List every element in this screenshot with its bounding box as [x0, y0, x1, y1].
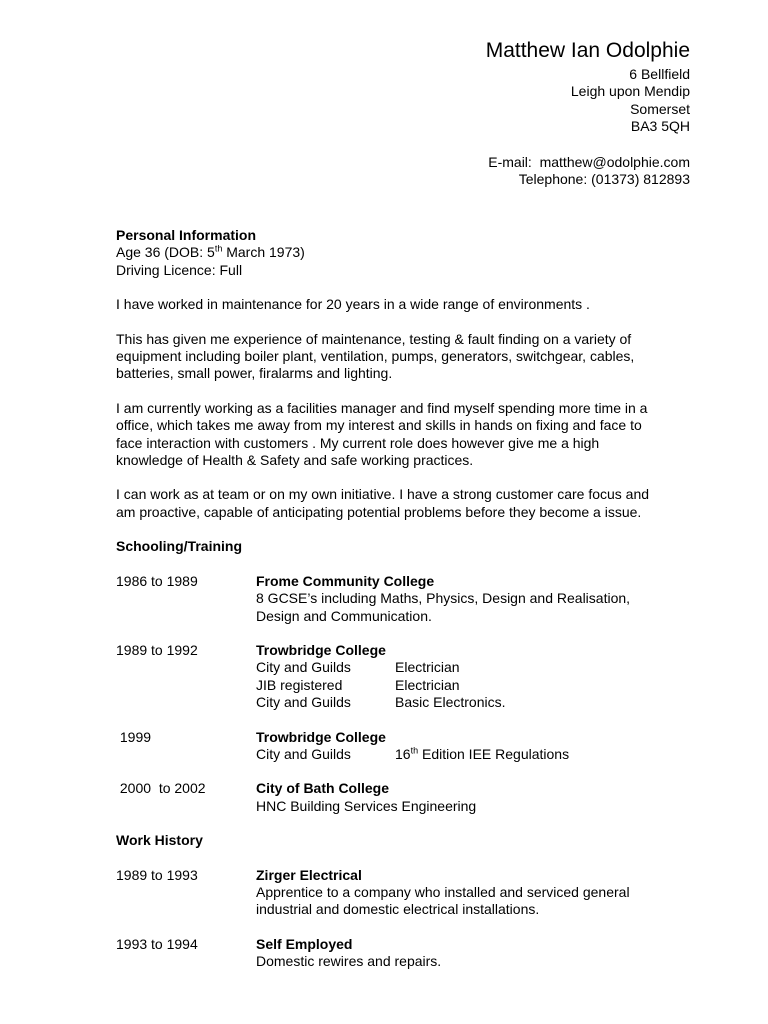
entry-date: 1986 to 1989: [116, 572, 198, 589]
phone-row: [486, 171, 690, 188]
age-line: [116, 244, 656, 261]
edition-text: Edition IEE Regulations: [418, 745, 570, 762]
schooling-entry: [116, 780, 656, 815]
licence-line: Driving Licence: Full: [116, 261, 243, 278]
qualification-name: Electrician: [395, 659, 460, 676]
entry-description: 8 GCSE’s including Maths, Physics, Design and Realisation, Design and Communication.: [256, 590, 631, 624]
address-line-3: Somerset: [630, 100, 690, 117]
phone-label: Telephone:: [518, 171, 588, 188]
institution-name: Frome Community College: [256, 572, 435, 589]
work-history-title: Work History: [116, 832, 203, 849]
address-line-1: 6 Bellfield: [629, 66, 690, 82]
summary-paragraph-3: I am currently working as a facilities manager and find myself spending more time in a office, which takes me away from my interest and skills in hands on fixing and face to face interaction with customers . My current role does however give me a high knowledge of Health & Safety and safe working practices.: [116, 399, 648, 469]
email-address: matthew@odolphie.com: [539, 153, 690, 170]
phone-number: (01373) 812893: [591, 171, 690, 188]
work-entry: [116, 867, 656, 919]
email-row: [486, 154, 690, 171]
address-postcode: BA3 5QH: [630, 118, 690, 135]
schooling-entry: [116, 642, 656, 712]
summary-paragraph-4: I can work as at team or on my own initiative. I have a strong customer care focus and am proactive, capable of anticipating potential problems before they become a issue.: [116, 486, 650, 520]
personal-info-title: Personal Information: [116, 227, 257, 243]
qualification-body: JIB registered: [256, 676, 343, 693]
summary-paragraph-1: I have worked in maintenance for 20 years in a wide range of environments .: [116, 296, 590, 313]
candidate-name: Matthew Ian Odolphie: [485, 39, 690, 62]
edition-suffix: th: [410, 745, 419, 756]
summary-paragraph-2: This has given me experience of maintenance, testing & fault finding on a variety of equipment including boiler plant, ventilation, pumps, generators, switchgear, cables, batteries, small power, firalarms and lighting.: [116, 330, 635, 382]
qualification-body: City and Guilds: [256, 694, 351, 711]
email-label: E-mail:: [488, 153, 532, 170]
institution-name: Trowbridge College: [256, 641, 386, 658]
employer-name: Zirger Electrical: [256, 866, 362, 883]
schooling-entry: [116, 573, 656, 625]
qualification-row: [256, 677, 656, 694]
qualification-row: [256, 746, 656, 763]
qualification-body: City and Guilds: [256, 659, 351, 676]
institution-name: City of Bath College: [256, 780, 390, 797]
age-text-post: March 1973): [222, 244, 305, 261]
entry-date: 1999: [116, 728, 152, 745]
employer-name: Self Employed: [256, 935, 353, 952]
schooling-entry: [116, 729, 656, 764]
institution-name: Trowbridge College: [256, 728, 386, 745]
qualification-body: City and Guilds: [256, 745, 351, 762]
contact-block: [486, 154, 690, 189]
edition-number: 16: [395, 745, 411, 762]
entry-date: 1989 to 1992: [116, 641, 198, 658]
address-line-2: Leigh upon Mendip: [570, 83, 690, 100]
work-entry: [116, 936, 656, 971]
qualification-name: Basic Electronics.: [395, 694, 506, 711]
qualification-row: [256, 659, 656, 676]
entry-description: Apprentice to a company who installed and serviced general industrial and domestic electrical installations.: [256, 883, 630, 918]
cv-body: [116, 227, 656, 971]
age-suffix: th: [214, 243, 223, 254]
entry-date: 2000 to 2002: [116, 780, 206, 797]
schooling-title: Schooling/Training: [116, 538, 242, 555]
cv-header: [486, 38, 690, 188]
entry-description: Domestic rewires and repairs.: [256, 953, 442, 970]
entry-date: 1989 to 1993: [116, 866, 198, 883]
entry-description: HNC Building Services Engineering: [256, 797, 477, 814]
entry-date: 1993 to 1994: [116, 935, 198, 952]
qualification-row: [256, 694, 656, 711]
qualification-name: [395, 746, 569, 763]
qualification-name: Electrician: [395, 676, 460, 693]
age-text-pre: Age 36 (DOB: 5: [116, 244, 215, 261]
